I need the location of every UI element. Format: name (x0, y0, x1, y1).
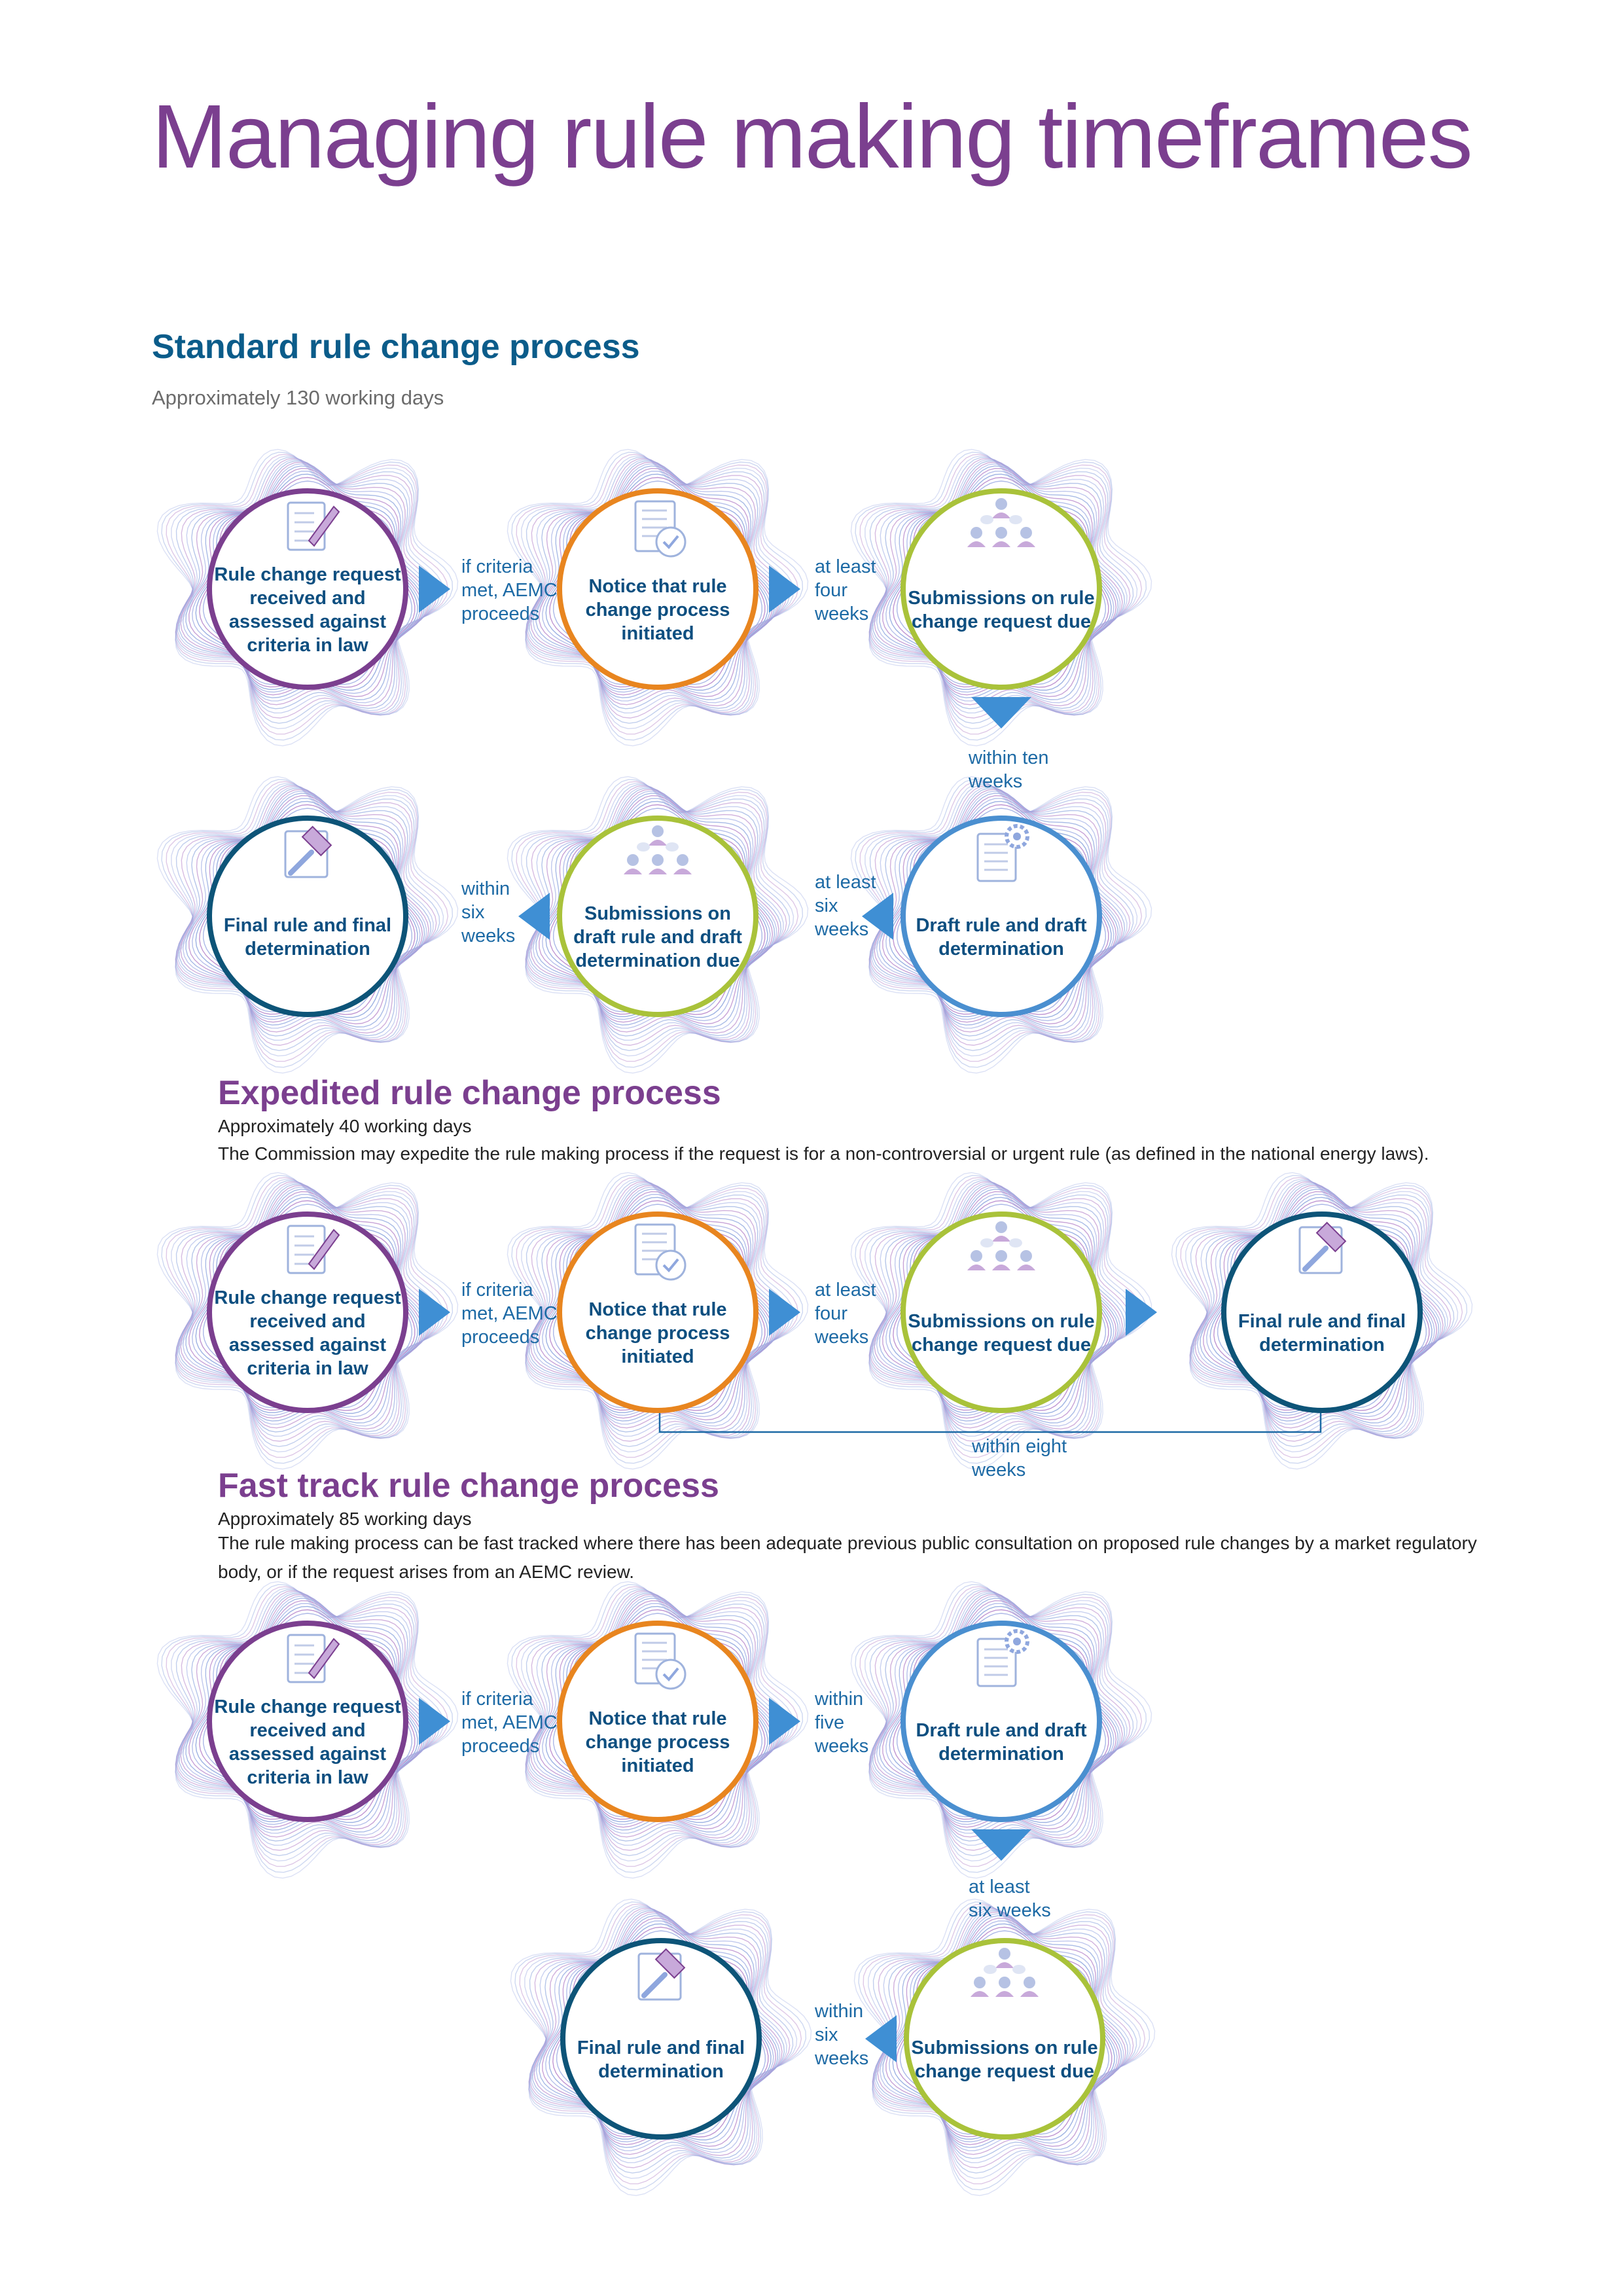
fast-track-connector-1 (461, 1687, 558, 1758)
fast-track-section-description: The rule making process can be fast tracked where there has been adequate previous public consultation on proposed rule changes by a market regulatory body, or if the request arises from an AEMC review. (218, 1533, 1477, 1582)
standard-connector-5 (461, 877, 515, 948)
fast-track-connector-1-line-1: if criteria (461, 1689, 533, 1710)
standard-connector-1-line-2: met, AEMC (461, 580, 558, 601)
fast-track-connector-3 (969, 1875, 1051, 1922)
expedited-section-subtitle: Approximately 40 working days (218, 1116, 472, 1136)
fast-track-connector-1-line-3: proceeds (461, 1736, 540, 1757)
expedited-connector-3 (972, 1435, 1067, 1482)
standard-connector-5-line-1: within (461, 878, 510, 899)
standard-connector-2 (815, 555, 876, 626)
standard-section-title: Standard rule change process (152, 328, 640, 366)
expedited-connector-1-line-2: met, AEMC (461, 1303, 558, 1324)
standard-connector-5-line-2: six (461, 902, 485, 923)
expedited-connector-1 (461, 1278, 558, 1349)
fast-track-connector-1-line-2: met, AEMC (461, 1712, 558, 1733)
expedited-step-request-label: Rule change request received and assessed against criteria in law (214, 1287, 401, 1379)
fast-track-step-final-label: Final rule and final determination (577, 2037, 745, 2082)
fast-track-connector-4 (815, 2000, 868, 2070)
standard-connector-2-line-1: at least (815, 556, 876, 577)
standard-connector-2-line-3: weeks (815, 603, 869, 624)
standard-connector-1 (461, 555, 558, 626)
standard-connector-3-line-2: weeks (969, 771, 1023, 792)
standard-connector-4-line-2: six (815, 895, 838, 916)
standard-connector-4 (815, 870, 876, 941)
fast-track-step-draft-label: Draft rule and draft determination (916, 1720, 1087, 1765)
standard-step-final-label: Final rule and final determination (223, 915, 392, 960)
expedited-connector-1-line-1: if criteria (461, 1280, 533, 1300)
standard-connector-4-line-1: at least (815, 872, 876, 893)
standard-step-draft-submissions-label: Submissions on draft rule and draft determination due (573, 903, 742, 971)
expedited-connector-1-line-3: proceeds (461, 1327, 540, 1348)
fast-track-step-notice-label: Notice that rule change process initiated (585, 1708, 730, 1776)
expedited-connector-2-line-1: at least (815, 1280, 876, 1300)
fast-track-step-submissions-label: Submissions on rule change request due (911, 2037, 1098, 2082)
fast-track-connector-2-line-1: within (815, 1689, 864, 1710)
expedited-connector-2-line-2: four (815, 1303, 847, 1324)
standard-connector-1-line-1: if criteria (461, 556, 533, 577)
page-title: Managing rule making timeframes (152, 86, 1472, 187)
standard-connector-4-line-3: weeks (815, 919, 869, 940)
expedited-connector-2-line-3: weeks (815, 1327, 869, 1348)
expedited-section-description: The Commission may expedite the rule making process if the request is for a non-controversial or urgent rule (as defined in the national energy laws). (218, 1143, 1429, 1164)
standard-connector-1-line-3: proceeds (461, 603, 540, 624)
expedited-step-final-label: Final rule and final determination (1238, 1311, 1406, 1355)
standard-step-request-label: Rule change request received and assessed against criteria in law (214, 564, 401, 656)
expedited-connector-3-line-2: weeks (972, 1460, 1026, 1480)
standard-connector-3 (969, 746, 1049, 793)
standard-connector-2-line-2: four (815, 580, 847, 601)
expedited-connector-3-line-1: within eight (972, 1436, 1067, 1457)
fast-track-connector-3-line-2: six weeks (969, 1900, 1051, 1921)
fast-track-connector-4-line-1: within (815, 2001, 864, 2022)
fast-track-connector-3-line-1: at least (969, 1876, 1030, 1897)
standard-step-notice-label: Notice that rule change process initiated (585, 576, 730, 644)
standard-section-subtitle: Approximately 130 working days (152, 386, 444, 409)
fast-track-connector-4-line-2: six (815, 2024, 838, 2045)
fast-track-connector-2-line-3: weeks (815, 1736, 869, 1757)
standard-connector-3-line-1: within ten (969, 747, 1049, 768)
fast-track-connector-2-line-2: five (815, 1712, 845, 1733)
standard-step-submissions-label: Submissions on rule change request due (908, 588, 1095, 632)
expedited-section-title: Expedited rule change process (218, 1074, 721, 1112)
expedited-connector-2 (815, 1278, 876, 1349)
fast-track-connector-4-line-3: weeks (815, 2048, 869, 2069)
standard-step-draft-label: Draft rule and draft determination (916, 915, 1087, 960)
fast-track-connector-2 (815, 1687, 868, 1758)
expedited-step-submissions-label: Submissions on rule change request due (908, 1311, 1095, 1355)
standard-connector-5-line-3: weeks (461, 925, 516, 946)
fast-track-section-subtitle: Approximately 85 working days (218, 1509, 472, 1529)
fast-track-step-request-label: Rule change request received and assessed against criteria in law (214, 1696, 401, 1788)
fast-track-section-title: Fast track rule change process (218, 1467, 719, 1505)
expedited-step-notice-label: Notice that rule change process initiated (585, 1299, 730, 1367)
